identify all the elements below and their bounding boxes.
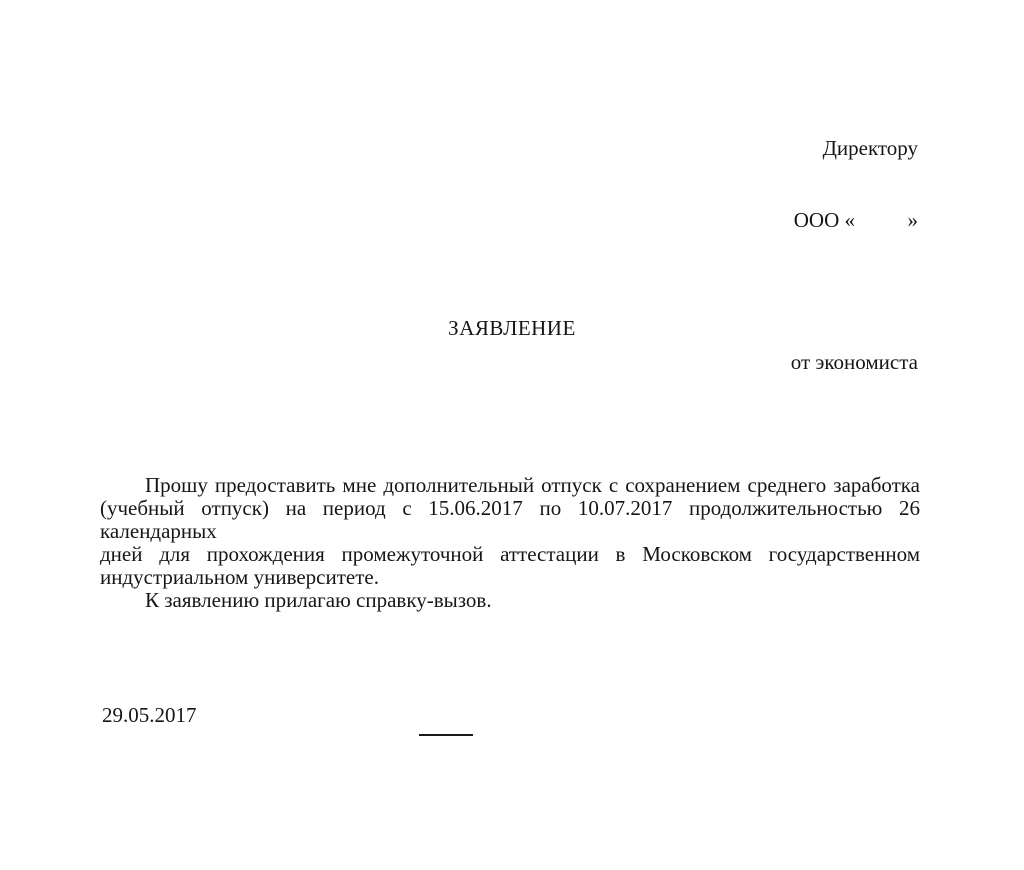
body-paragraph1-line1: Прошу предоставить мне дополнительный отпуск с сохранением среднего заработка bbox=[145, 473, 920, 497]
body-paragraph2: К заявлению прилагаю справку-вызов. bbox=[145, 588, 492, 612]
signature-line bbox=[419, 734, 473, 736]
body-paragraph1-line2: (учебный отпуск) на период с 15.06.2017 по 10.07.2017 продолжительностью 26 календарных bbox=[100, 496, 920, 543]
recipient-from: от экономиста bbox=[790, 350, 918, 374]
body-paragraph1-line3: дней для прохождения промежуточной аттестации в Московском государственном bbox=[100, 542, 920, 566]
recipient-addressee: Директору bbox=[822, 136, 918, 160]
body-paragraph1-line4: индустриальном университете. bbox=[100, 565, 379, 589]
recipient-spacer bbox=[791, 280, 918, 302]
recipient-company: ООО « » bbox=[793, 208, 918, 232]
document-body bbox=[100, 474, 920, 612]
document-title: ЗАЯВЛЕНИЕ bbox=[448, 316, 576, 340]
document-date: 29.05.2017 bbox=[102, 703, 197, 727]
recipient-block bbox=[791, 88, 918, 422]
